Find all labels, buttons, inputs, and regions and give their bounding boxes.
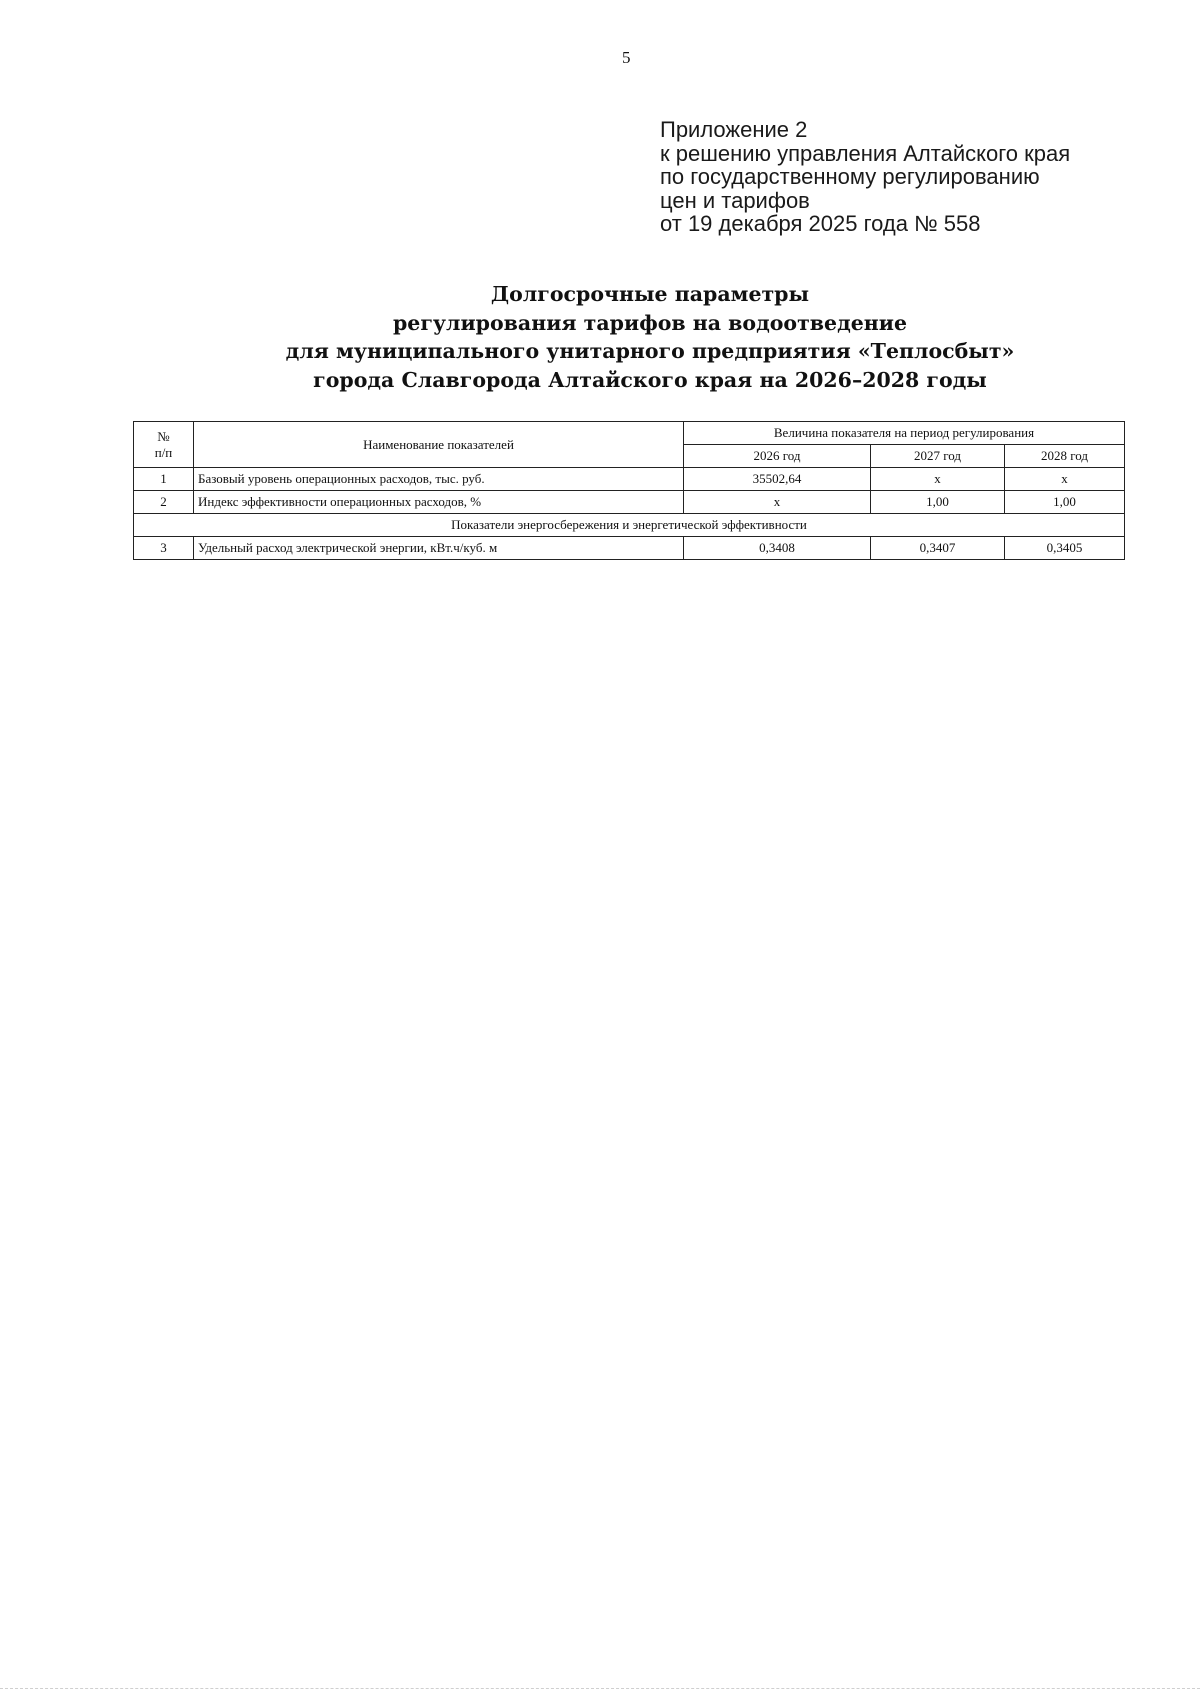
title-line: для муниципального унитарного предприятия «Теплосбыт» bbox=[285, 339, 1015, 363]
appendix-line: по государственному регулированию bbox=[660, 164, 1040, 189]
row-number: 1 bbox=[134, 468, 194, 491]
row-number: 3 bbox=[134, 537, 194, 560]
table-row bbox=[134, 468, 1125, 491]
row-value-2027: 1,00 bbox=[871, 491, 1005, 514]
header-year-2027: 2027 год bbox=[871, 445, 1005, 468]
row-number: 2 bbox=[134, 491, 194, 514]
table-row bbox=[134, 537, 1125, 560]
appendix-block bbox=[660, 118, 1070, 236]
table-row bbox=[134, 491, 1125, 514]
section-heading: Показатели энергосбережения и энергетической эффективности bbox=[134, 514, 1125, 537]
row-value-2026: х bbox=[684, 491, 871, 514]
header-year-2028: 2028 год bbox=[1005, 445, 1125, 468]
row-name: Индекс эффективности операционных расходов, % bbox=[194, 491, 684, 514]
appendix-line: Приложение 2 bbox=[660, 117, 808, 142]
parameters-table bbox=[133, 421, 1125, 560]
row-value-2027: х bbox=[871, 468, 1005, 491]
row-value-2028: х bbox=[1005, 468, 1125, 491]
row-name: Удельный расход электрической энергии, кВт.ч/куб. м bbox=[194, 537, 684, 560]
row-value-2027: 0,3407 bbox=[871, 537, 1005, 560]
title-line: регулирования тарифов на водоотведение bbox=[392, 310, 908, 335]
header-num-abbr: п/п bbox=[154, 444, 173, 460]
header-name-cell: Наименование показателей bbox=[194, 422, 684, 468]
title-line: Долгосрочные параметры bbox=[490, 282, 810, 306]
appendix-line: к решению управления Алтайского края bbox=[660, 140, 1071, 166]
appendix-line: от 19 декабря 2025 года № 558 bbox=[660, 211, 981, 236]
page-number: 5 bbox=[622, 48, 631, 67]
title-line: города Славгорода Алтайского края на 2026–2028 годы bbox=[313, 367, 987, 392]
document-title bbox=[280, 280, 1020, 394]
header-num-cell bbox=[134, 422, 194, 468]
header-num-symbol: № bbox=[157, 428, 170, 444]
header-year-2026: 2026 год bbox=[684, 445, 871, 468]
scan-edge-divider bbox=[0, 1688, 1200, 1689]
row-value-2026: 0,3408 bbox=[684, 537, 871, 560]
row-value-2028: 1,00 bbox=[1005, 491, 1125, 514]
header-period-cell: Величина показателя на период регулирования bbox=[684, 422, 1125, 445]
row-name: Базовый уровень операционных расходов, тыс. руб. bbox=[194, 468, 684, 491]
row-value-2026: 35502,64 bbox=[684, 468, 871, 491]
row-value-2028: 0,3405 bbox=[1005, 537, 1125, 560]
appendix-line: цен и тарифов bbox=[660, 187, 810, 213]
table-section-row bbox=[134, 514, 1125, 537]
table-header-row bbox=[134, 422, 1125, 445]
